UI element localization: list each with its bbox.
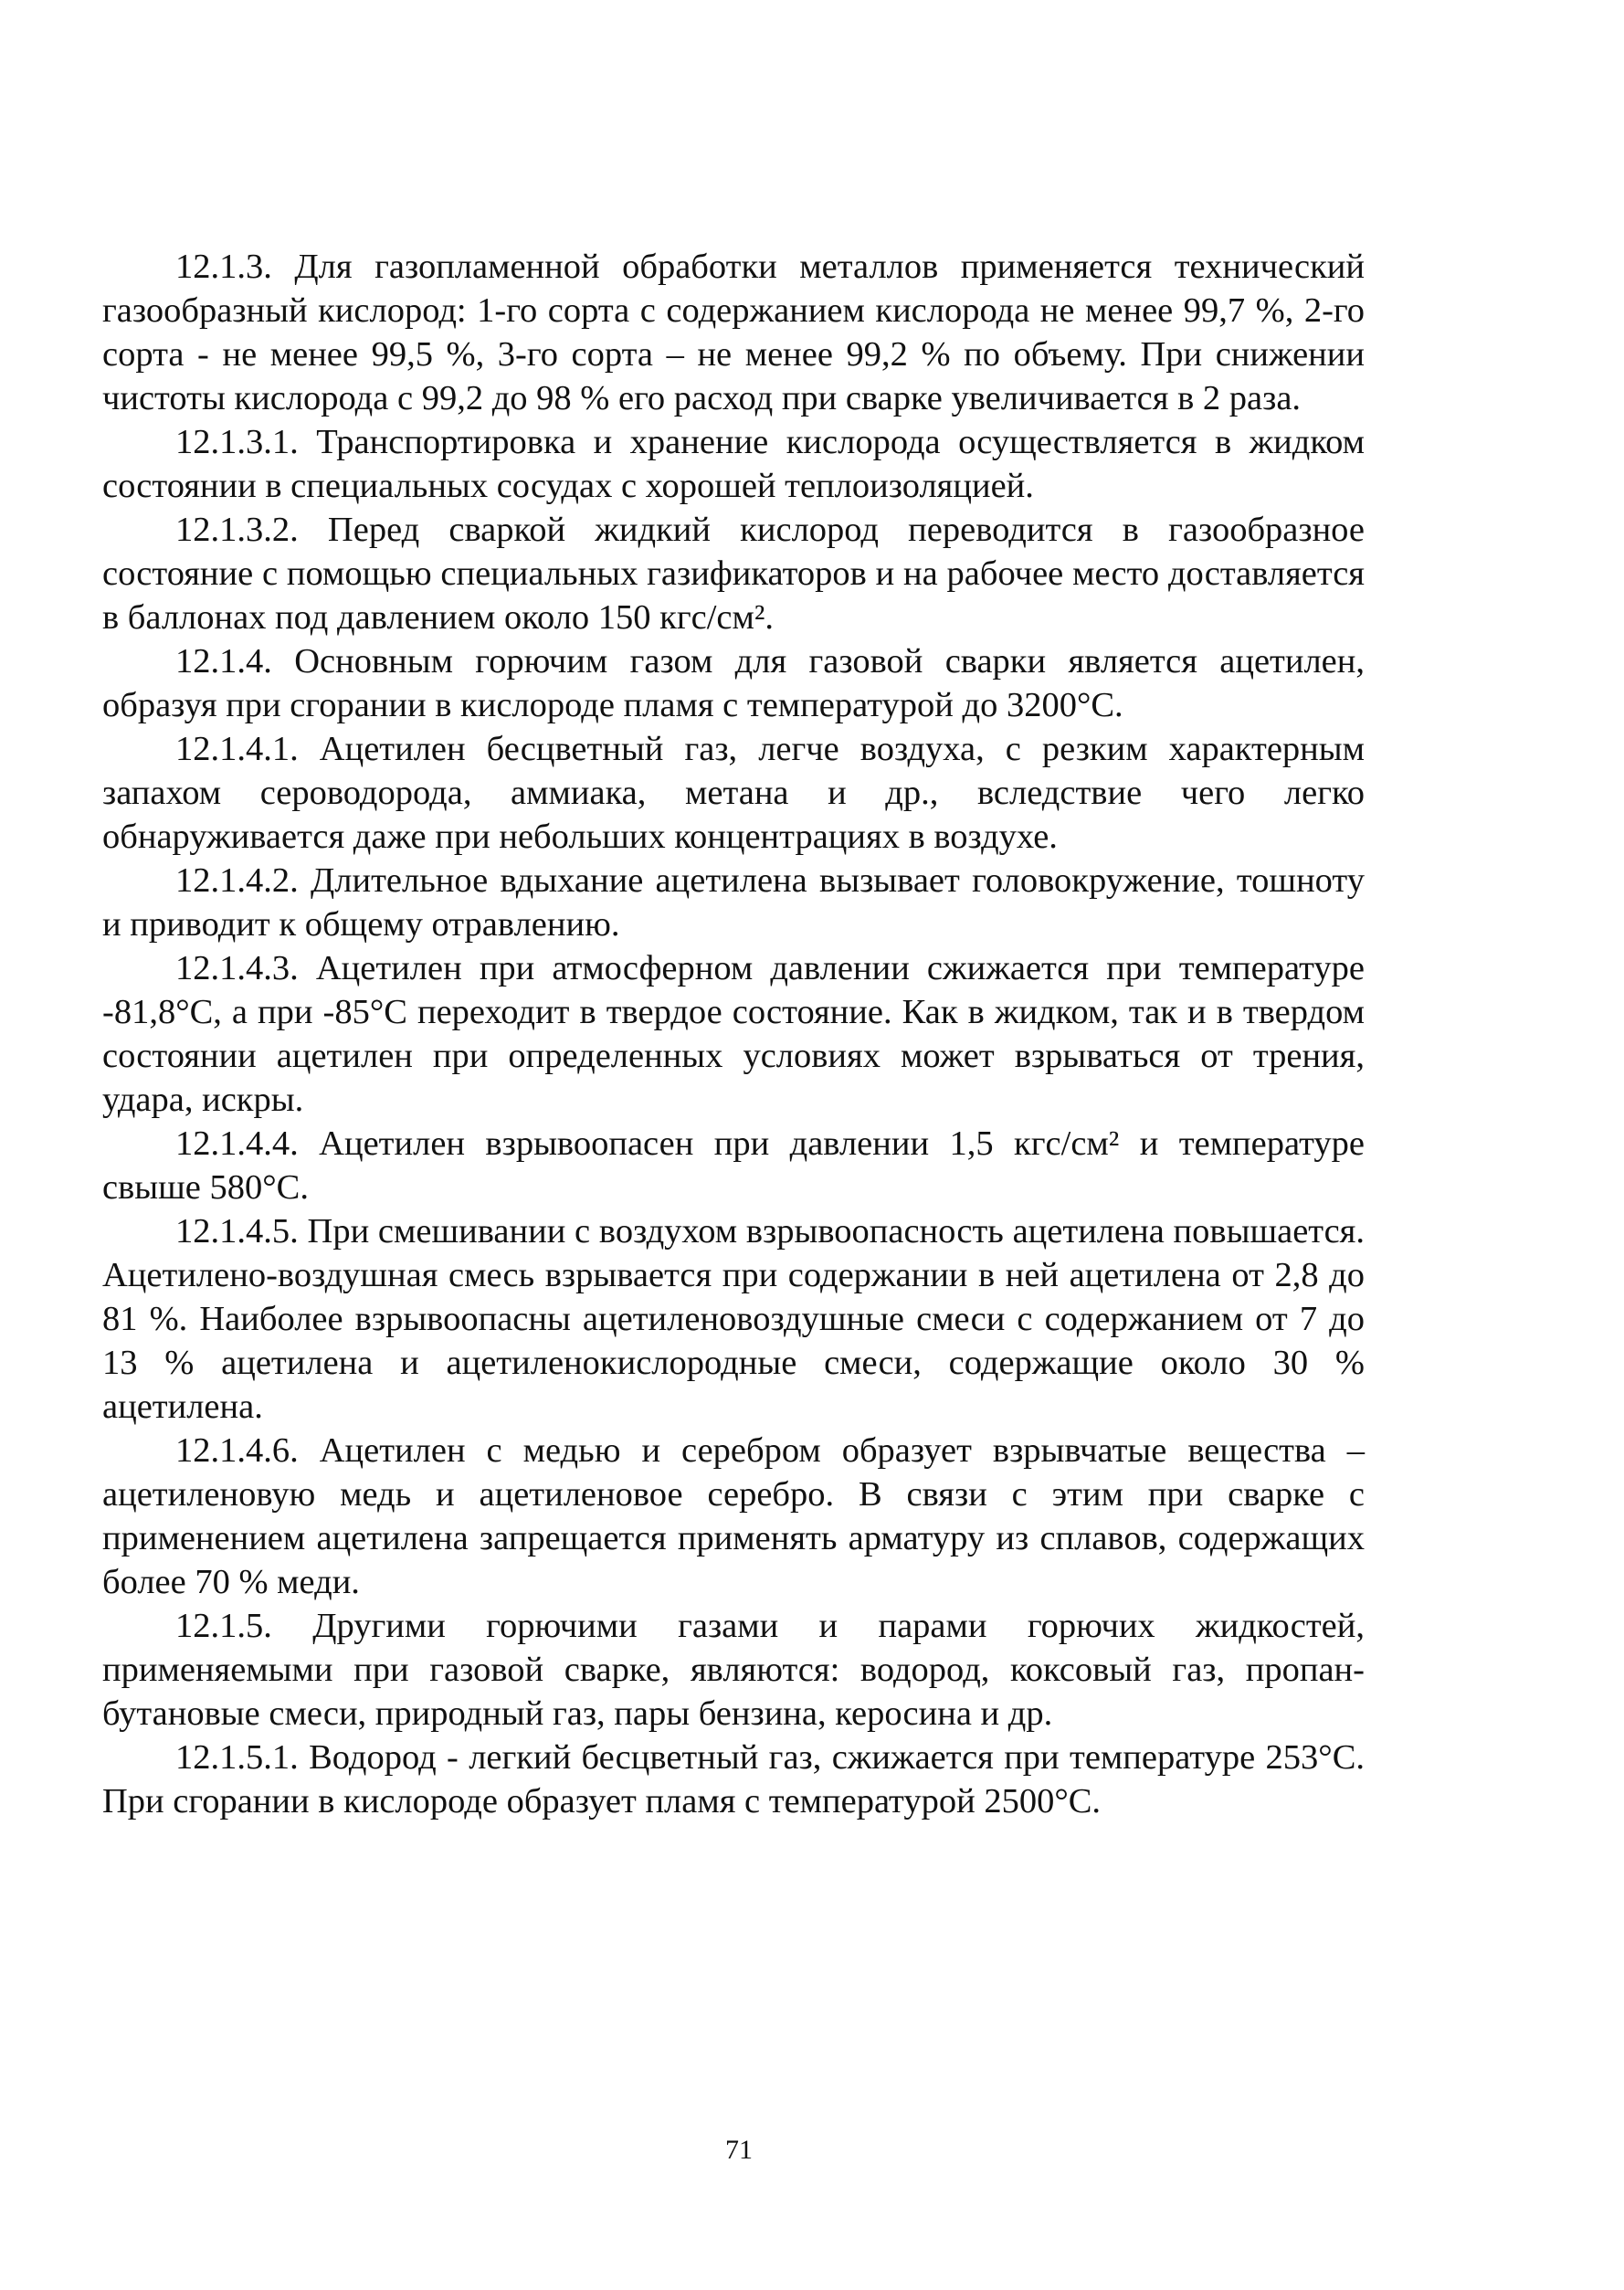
- paragraph-12-1-4-2: 12.1.4.2. Длительное вдыхание ацетилена вызывает головокружение, тошноту и приводит к общему отравлению.: [102, 861, 1365, 944]
- paragraph-12-1-4-5: 12.1.4.5. При смешивании с воздухом взрывоопасность ацетилена повышается. Ацетилено-воздушная смесь взрывается при содержании в ней ацетилена от 2,8 до 81 %. Наиболее взрывоопасны ацетиленовоздушные смеси с содержанием от 7 до 13 % ацетилена и ацетиленокислородные смеси, содержащие около 30 % ацетилена.: [102, 1212, 1365, 1426]
- paragraph-12-1-4-3: 12.1.4.3. Ацетилен при атмосферном давлении сжижается при температуре -81,8°С, а при -85°С переходит в твердое состояние. Как в жидком, так и в твердом состоянии ацетилен при определенных условиях может взрываться от трения, удара, искры.: [102, 949, 1365, 1119]
- paragraph-12-1-4-1: 12.1.4.1. Ацетилен бесцветный газ, легче воздуха, с резким характерным запахом сероводорода, аммиака, метана и др., вследствие чего легко обнаруживается даже при небольших концентрациях в воздухе.: [102, 730, 1365, 856]
- paragraph-12-1-3-1: 12.1.3.1. Транспортировка и хранение кислорода осуществляется в жидком состоянии в специальных сосудах с хорошей теплоизоляцией.: [102, 423, 1365, 505]
- paragraph-12-1-4-4: 12.1.4.4. Ацетилен взрывоопасен при давлении 1,5 кгс/см² и температуре свыше 580°С.: [102, 1124, 1365, 1207]
- paragraph-12-1-5-1: 12.1.5.1. Водород - легкий бесцветный газ, сжижается при температуре 253°С. При сгорании в кислороде образует пламя с температурой 2500°С.: [102, 1738, 1365, 1820]
- paragraph-12-1-3: 12.1.3. Для газопламенной обработки металлов применяется технический газообразный кислород: 1-го сорта с содержанием кислорода не менее 99,7 %, 2-го сорта - не менее 99,5 %, 3-го сорта – не менее 99,2 % по объему. При снижении чистоты кислорода с 99,2 до 98 % его расход при сварке увеличивается в 2 раза.: [102, 248, 1365, 417]
- paragraph-12-1-5: 12.1.5. Другими горючими газами и парами горючих жидкостей, применяемыми при газовой сварке, являются: водород, коксовый газ, пропан-бутановые смеси, природный газ, пары бензина, керосина и др.: [102, 1607, 1365, 1733]
- paragraph-12-1-4-6: 12.1.4.6. Ацетилен с медью и серебром образует взрывчатые вещества – ацетиленовую медь и ацетиленовое серебро. В связи с этим при сварке с применением ацетилена запрещается применять арматуру из сплавов, содержащих более 70 % меди.: [102, 1431, 1365, 1601]
- body-text: [102, 245, 1365, 1823]
- page-number: 71: [725, 2135, 753, 2165]
- paragraph-12-1-4: 12.1.4. Основным горючим газом для газовой сварки является ацетилен, образуя при сгорании в кислороде пламя с температурой до 3200°С.: [102, 642, 1365, 724]
- paragraph-12-1-3-2: 12.1.3.2. Перед сваркой жидкий кислород переводится в газообразное состояние с помощью специальных газификаторов и на рабочее место доставляется в баллонах под давлением около 150 кгс/см².: [102, 511, 1365, 637]
